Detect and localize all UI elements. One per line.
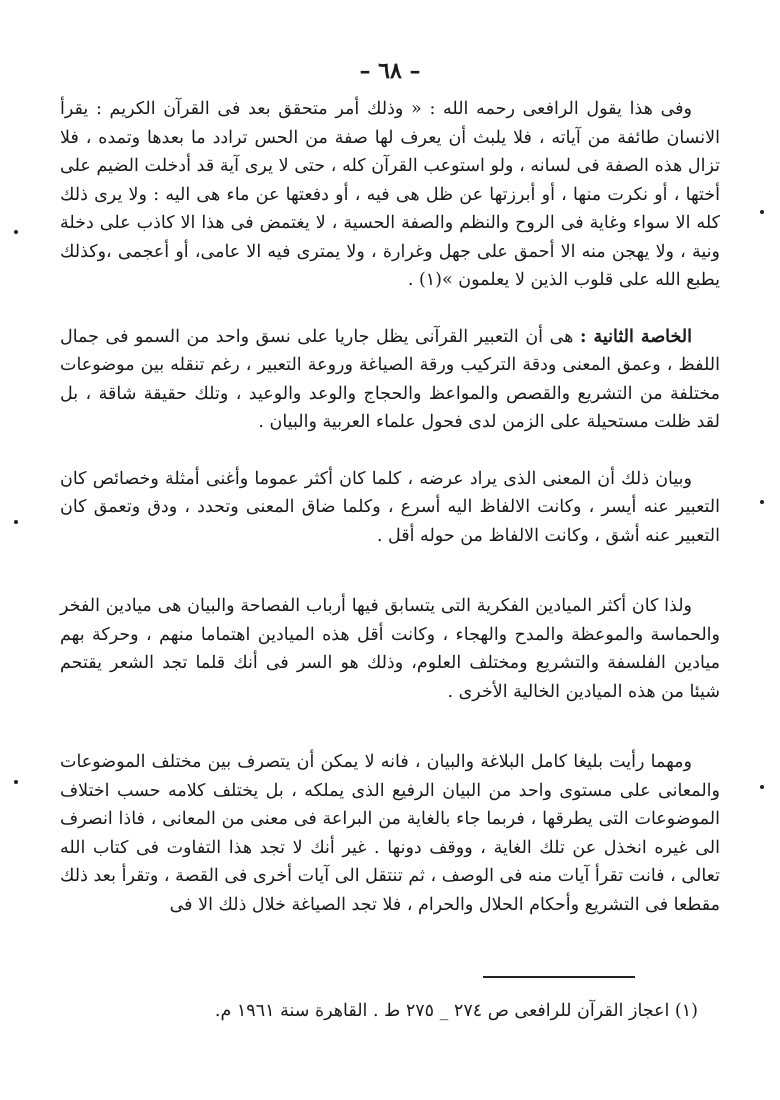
- margin-mark: [760, 210, 764, 214]
- margin-mark: [14, 520, 18, 524]
- paragraph-5-text: ومهما رأيت بليغا كامل البلاغة والبيان ، فانه لا يمكن أن يتصرف بين مختلف الموضوعات والمعانى على مستوى واحد من البيان الرفيع الذى يملكه ، بل يختلف كلامه حسب اختلاف الموضوعات التى يطرقها ، فربما جاء بالغاية من البراعة فى معنى من المعانى ، فاذا انصرف الى غيره انخذل عن تلك الغاية ، ووقف دونها . غير أنك لا تجد هذا التفاوت فى كتاب الله تعالى ، فانت تقرأ آيات منه فى الوصف ، ثم تنتقل الى آيات أخرى فى القصة ، وتقرأ بعد ذلك مقطعا فى التشريع وأحكام الحلال والحرام ، فلا تجد الصياغة خلال ذلك الا فى: [60, 752, 720, 915]
- paragraph-4-text: ولذا كان أكثر الميادين الفكرية التى يتسابق فيها أرباب الفصاحة والبيان هى ميادين الفخر والحماسة والموعظة والمدح والهجاء ، وكانت أقل هذه الميادين اهتماما منهم ، وحركة بهم ميادين الفلسفة والتشريع ومختلف العلوم، وذلك هو السر فى أنك قلما تجد الشعر يقتحم شيئا من هذه الميادين الخالية الأخرى .: [60, 596, 720, 702]
- margin-mark: [760, 500, 764, 504]
- paragraph-4: [60, 592, 720, 706]
- margin-mark: [760, 785, 764, 789]
- paragraph-3-text: وبيان ذلك أن المعنى الذى يراد عرضه ، كلما كان أكثر عموما وأغنى أمثلة وخصائص كان التعبير عنه أيسر ، وكانت الالفاظ اليه أسرع ، وكلما ضاق المعنى وتحدد ، ودق وتعمق كان التعبير عنه أشق ، وكانت الالفاظ من حوله أقل .: [60, 468, 720, 546]
- paragraph-5: [60, 748, 720, 919]
- paragraph-3: [60, 465, 720, 551]
- footnote-divider: [483, 976, 635, 978]
- paragraph-2-text: هى أن التعبير القرآنى يظل جاريا على نسق واحد من السمو فى جمال اللفظ ، وعمق المعنى ودقة التركيب ورقة الصياغة وروعة التعبير ، رغم تنقله بين موضوعات مختلفة من التشريع والقصص والمواعظ والحجاج والوعد والوعيد ، وتلك حقيقة شاقة ، بل لقد ظلت مستحيلة على الزمن لدى فحول علماء العربية والبيان .: [60, 326, 720, 432]
- footnote: (١) اعجاز القرآن للرافعى ص ٢٧٤ _ ٢٧٥ ط . القاهرة سنة ١٩٦١ م.: [214, 1001, 698, 1021]
- page-body: [60, 95, 720, 947]
- paragraph-2: [60, 323, 720, 437]
- paragraph-2-heading: الخاصة الثانية :: [579, 326, 692, 347]
- page-number: – ٦٨ –: [359, 58, 421, 84]
- margin-mark: [14, 780, 18, 784]
- margin-mark: [14, 230, 18, 234]
- paragraph-1-text: وفى هذا يقول الرافعى رحمه الله : « وذلك أمر متحقق بعد فى القرآن الكريم : يقرأ الانسان طائفة من آياته ، فلا يلبث أن يعرف لها صفة من الحس ترادد ما بعدها وتمده ، فلا تزال هذه الصفة فى لسانه ، ولو استوعب القرآن كله ، حتى لا يرى آية قد أدخلت الضيم على أختها ، أو نكرت منها ، أو أبرزتها عن ظل هى فيه ، أو دفعتها عن ماء هى اليه : ولا يرى ذلك كله الا سواء وغاية فى الروح والنظم والصفة الحسية ، لا يغتمض فى هذا الا كاذب على دخلة ونية ، ولا يهجن منه الا أحمق على جهل وغرارة ، ولا يمترى فيه الا عامى، أو أعجمى ،وكذلك يطبع الله على قلوب الذين لا يعلمون »(١) .: [60, 99, 720, 290]
- paragraph-1: [60, 95, 720, 295]
